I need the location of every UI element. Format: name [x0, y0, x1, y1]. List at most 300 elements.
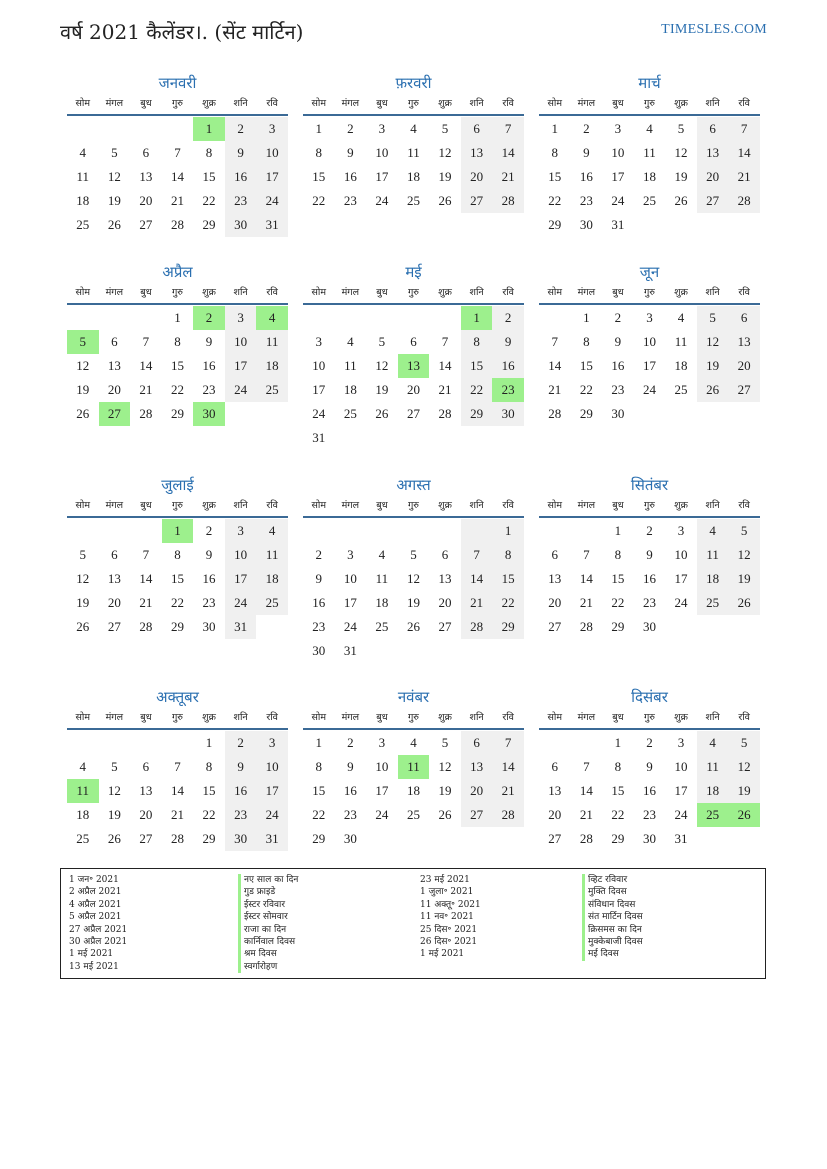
day-cell[interactable]: 5	[67, 330, 99, 354]
day-cell[interactable]: 28	[492, 803, 524, 827]
day-cell[interactable]: 22	[202, 193, 216, 208]
day-cell[interactable]: 24	[343, 619, 357, 634]
day-cell[interactable]: 27	[548, 831, 562, 846]
day-cell[interactable]: 7	[174, 759, 181, 774]
day-cell[interactable]: 11	[256, 543, 288, 567]
day-cell[interactable]: 17	[225, 567, 257, 591]
day-cell[interactable]: 31	[343, 643, 357, 658]
day-cell[interactable]: 8	[583, 334, 590, 349]
day-cell[interactable]: 31	[674, 831, 688, 846]
day-cell[interactable]: 4	[378, 547, 386, 562]
day-cell[interactable]: 12	[674, 145, 688, 160]
day-cell[interactable]: 21	[548, 382, 562, 397]
day-cell[interactable]: 5	[728, 731, 760, 755]
day-cell[interactable]: 24	[312, 406, 326, 421]
day-cell[interactable]: 18	[697, 779, 729, 803]
day-cell[interactable]: 16	[611, 358, 625, 373]
day-cell[interactable]: 12	[107, 783, 121, 798]
day-cell[interactable]: 8	[551, 145, 559, 160]
day-cell[interactable]: 28	[170, 831, 184, 846]
day-cell[interactable]: 4	[410, 735, 417, 750]
day-cell[interactable]: 4	[256, 519, 288, 543]
day-cell[interactable]: 26	[76, 619, 90, 634]
day-cell[interactable]: 30	[225, 213, 257, 237]
day-cell[interactable]: 26	[438, 807, 452, 822]
day-cell[interactable]: 13	[697, 141, 729, 165]
day-cell[interactable]: 18	[343, 382, 357, 397]
day-cell[interactable]: 22	[611, 595, 625, 610]
day-cell[interactable]: 7	[583, 759, 590, 774]
day-cell[interactable]: 16	[202, 571, 216, 586]
day-cell[interactable]: 10	[225, 543, 257, 567]
day-cell[interactable]: 3	[677, 735, 685, 750]
day-cell[interactable]: 30	[312, 643, 326, 658]
day-cell[interactable]: 15	[170, 358, 184, 373]
day-cell[interactable]: 5	[111, 145, 118, 160]
day-cell[interactable]: 25	[406, 193, 420, 208]
day-cell[interactable]: 4	[697, 731, 729, 755]
day-cell[interactable]: 7	[461, 543, 493, 567]
day-cell[interactable]: 12	[697, 330, 729, 354]
day-cell[interactable]: 15	[492, 567, 524, 591]
day-cell[interactable]: 19	[728, 779, 760, 803]
day-cell[interactable]: 16	[579, 169, 593, 184]
day-cell[interactable]: 4	[677, 310, 685, 325]
day-cell[interactable]: 6	[728, 306, 760, 330]
day-cell[interactable]: 8	[205, 145, 213, 160]
day-cell[interactable]: 14	[548, 358, 562, 373]
day-cell[interactable]: 12	[438, 759, 452, 774]
day-cell[interactable]: 24	[375, 193, 389, 208]
day-cell[interactable]: 24	[674, 595, 688, 610]
day-cell[interactable]: 3	[315, 334, 323, 349]
day-cell[interactable]: 29	[170, 619, 184, 634]
day-cell[interactable]: 24	[256, 803, 288, 827]
day-cell[interactable]: 11	[697, 755, 729, 779]
day-cell[interactable]: 20	[461, 165, 493, 189]
day-cell[interactable]: 5	[728, 519, 760, 543]
day-cell[interactable]: 14	[170, 783, 184, 798]
day-cell[interactable]: 26	[76, 406, 90, 421]
day-cell[interactable]: 3	[225, 306, 257, 330]
day-cell[interactable]: 7	[551, 334, 559, 349]
day-cell[interactable]: 3	[256, 117, 288, 141]
day-cell[interactable]: 11	[398, 755, 430, 779]
day-cell[interactable]: 16	[225, 779, 257, 803]
day-cell[interactable]: 15	[548, 169, 562, 184]
day-cell[interactable]: 3	[614, 121, 622, 136]
day-cell[interactable]: 17	[225, 354, 257, 378]
day-cell[interactable]: 2	[225, 117, 257, 141]
day-cell[interactable]: 17	[674, 571, 688, 586]
day-cell[interactable]: 20	[139, 193, 153, 208]
day-cell[interactable]: 3	[646, 310, 653, 325]
day-cell[interactable]: 1	[492, 519, 524, 543]
day-cell[interactable]: 19	[107, 193, 121, 208]
day-cell[interactable]: 13	[107, 571, 121, 586]
day-cell[interactable]: 21	[170, 807, 184, 822]
day-cell[interactable]: 23	[492, 378, 524, 402]
day-cell[interactable]: 1	[193, 117, 225, 141]
day-cell[interactable]: 16	[642, 571, 656, 586]
day-cell[interactable]: 25	[406, 807, 420, 822]
day-cell[interactable]: 12	[107, 169, 121, 184]
day-cell[interactable]: 28	[579, 831, 593, 846]
day-cell[interactable]: 1	[315, 735, 323, 750]
day-cell[interactable]: 10	[375, 759, 389, 774]
day-cell[interactable]: 18	[406, 783, 420, 798]
day-cell[interactable]: 2	[315, 547, 323, 562]
day-cell[interactable]: 12	[728, 755, 760, 779]
day-cell[interactable]: 11	[643, 145, 656, 160]
day-cell[interactable]: 16	[642, 783, 656, 798]
day-cell[interactable]: 7	[583, 547, 590, 562]
day-cell[interactable]: 19	[438, 169, 452, 184]
day-cell[interactable]: 19	[76, 595, 90, 610]
day-cell[interactable]: 29	[492, 615, 524, 639]
day-cell[interactable]: 5	[378, 334, 386, 349]
day-cell[interactable]: 17	[312, 382, 326, 397]
day-cell[interactable]: 18	[406, 169, 420, 184]
day-cell[interactable]: 7	[492, 731, 524, 755]
day-cell[interactable]: 20	[139, 807, 153, 822]
day-cell[interactable]: 1	[162, 519, 194, 543]
day-cell[interactable]: 1	[551, 121, 559, 136]
day-cell[interactable]: 12	[375, 358, 389, 373]
day-cell[interactable]: 28	[139, 406, 153, 421]
day-cell[interactable]: 28	[139, 619, 153, 634]
day-cell[interactable]: 9	[646, 547, 653, 562]
day-cell[interactable]: 17	[343, 595, 357, 610]
day-cell[interactable]: 18	[256, 567, 288, 591]
day-cell[interactable]: 10	[343, 571, 357, 586]
day-cell[interactable]: 25	[674, 382, 688, 397]
day-cell[interactable]: 4	[646, 121, 653, 136]
day-cell[interactable]: 9	[315, 571, 323, 586]
day-cell[interactable]: 25	[642, 193, 656, 208]
day-cell[interactable]: 22	[492, 591, 524, 615]
day-cell[interactable]: 23	[642, 807, 656, 822]
day-cell[interactable]: 9	[225, 755, 257, 779]
day-cell[interactable]: 12	[76, 358, 90, 373]
day-cell[interactable]: 11	[375, 571, 389, 586]
day-cell[interactable]: 27	[99, 402, 131, 426]
day-cell[interactable]: 23	[225, 189, 257, 213]
day-cell[interactable]: 17	[375, 783, 389, 798]
day-cell[interactable]: 6	[111, 334, 118, 349]
day-cell[interactable]: 3	[378, 735, 386, 750]
day-cell[interactable]: 31	[225, 615, 257, 639]
day-cell[interactable]: 8	[315, 759, 323, 774]
day-cell[interactable]: 29	[611, 619, 625, 634]
day-cell[interactable]: 2	[646, 523, 653, 538]
day-cell[interactable]: 23	[343, 193, 357, 208]
day-cell[interactable]: 8	[614, 547, 622, 562]
day-cell[interactable]: 9	[583, 145, 590, 160]
day-cell[interactable]: 28	[438, 406, 452, 421]
day-cell[interactable]: 9	[492, 330, 524, 354]
day-cell[interactable]: 2	[614, 310, 622, 325]
day-cell[interactable]: 30	[642, 619, 656, 634]
day-cell[interactable]: 23	[312, 619, 326, 634]
day-cell[interactable]: 29	[202, 217, 216, 232]
day-cell[interactable]: 24	[375, 807, 389, 822]
day-cell[interactable]: 10	[225, 330, 257, 354]
day-cell[interactable]: 20	[406, 382, 420, 397]
day-cell[interactable]: 17	[256, 165, 288, 189]
day-cell[interactable]: 11	[674, 334, 688, 349]
day-cell[interactable]: 14	[461, 567, 493, 591]
day-cell[interactable]: 9	[225, 141, 257, 165]
day-cell[interactable]: 10	[312, 358, 326, 373]
day-cell[interactable]: 21	[461, 591, 493, 615]
day-cell[interactable]: 13	[398, 354, 430, 378]
day-cell[interactable]: 30	[642, 831, 656, 846]
day-cell[interactable]: 27	[139, 831, 153, 846]
day-cell[interactable]: 21	[139, 595, 153, 610]
day-cell[interactable]: 1	[174, 310, 181, 325]
day-cell[interactable]: 27	[461, 189, 493, 213]
day-cell[interactable]: 14	[438, 358, 452, 373]
day-cell[interactable]: 22	[312, 193, 326, 208]
day-cell[interactable]: 11	[697, 543, 729, 567]
day-cell[interactable]: 19	[674, 169, 688, 184]
day-cell[interactable]: 29	[202, 831, 216, 846]
day-cell[interactable]: 2	[205, 523, 213, 538]
day-cell[interactable]: 3	[347, 547, 354, 562]
day-cell[interactable]: 14	[579, 783, 593, 798]
day-cell[interactable]: 18	[697, 567, 729, 591]
day-cell[interactable]: 25	[76, 831, 90, 846]
day-cell[interactable]: 20	[728, 354, 760, 378]
day-cell[interactable]: 10	[375, 145, 389, 160]
day-cell[interactable]: 8	[174, 547, 181, 562]
day-cell[interactable]: 6	[142, 759, 150, 774]
day-cell[interactable]: 29	[312, 831, 326, 846]
day-cell[interactable]: 21	[492, 779, 524, 803]
day-cell[interactable]: 13	[438, 571, 452, 586]
day-cell[interactable]: 23	[642, 595, 656, 610]
day-cell[interactable]: 10	[674, 759, 688, 774]
day-cell[interactable]: 12	[438, 145, 452, 160]
day-cell[interactable]: 26	[107, 217, 121, 232]
day-cell[interactable]: 26	[728, 591, 760, 615]
day-cell[interactable]: 19	[438, 783, 452, 798]
day-cell[interactable]: 8	[315, 145, 323, 160]
day-cell[interactable]: 14	[579, 571, 593, 586]
day-cell[interactable]: 2	[193, 306, 225, 330]
day-cell[interactable]: 18	[76, 193, 90, 208]
day-cell[interactable]: 30	[611, 406, 625, 421]
day-cell[interactable]: 5	[79, 547, 87, 562]
day-cell[interactable]: 16	[202, 358, 216, 373]
day-cell[interactable]: 13	[139, 783, 153, 798]
day-cell[interactable]: 21	[139, 382, 153, 397]
day-cell[interactable]: 21	[170, 193, 184, 208]
day-cell[interactable]: 21	[438, 382, 452, 397]
day-cell[interactable]: 20	[548, 595, 562, 610]
day-cell[interactable]: 29	[548, 217, 562, 232]
day-cell[interactable]: 31	[256, 827, 288, 851]
day-cell[interactable]: 14	[492, 141, 524, 165]
day-cell[interactable]: 4	[347, 334, 354, 349]
day-cell[interactable]: 30	[202, 619, 216, 634]
day-cell[interactable]: 6	[697, 117, 729, 141]
day-cell[interactable]: 29	[461, 402, 493, 426]
day-cell[interactable]: 6	[551, 759, 559, 774]
day-cell[interactable]: 24	[642, 382, 656, 397]
day-cell[interactable]: 25	[256, 378, 288, 402]
day-cell[interactable]: 27	[728, 378, 760, 402]
day-cell[interactable]: 17	[611, 169, 625, 184]
day-cell[interactable]: 13	[139, 169, 153, 184]
day-cell[interactable]: 25	[256, 591, 288, 615]
day-cell[interactable]: 1	[461, 306, 493, 330]
day-cell[interactable]: 19	[107, 807, 121, 822]
day-cell[interactable]: 15	[579, 358, 593, 373]
day-cell[interactable]: 6	[441, 547, 449, 562]
day-cell[interactable]: 12	[406, 571, 420, 586]
day-cell[interactable]: 26	[438, 193, 452, 208]
day-cell[interactable]: 4	[697, 519, 729, 543]
day-cell[interactable]: 13	[461, 755, 493, 779]
day-cell[interactable]: 7	[142, 547, 150, 562]
day-cell[interactable]: 16	[225, 165, 257, 189]
day-cell[interactable]: 10	[674, 547, 688, 562]
day-cell[interactable]: 22	[579, 382, 593, 397]
day-cell[interactable]: 16	[343, 783, 357, 798]
day-cell[interactable]: 26	[674, 193, 688, 208]
day-cell[interactable]: 24	[225, 591, 257, 615]
day-cell[interactable]: 23	[611, 382, 625, 397]
day-cell[interactable]: 21	[492, 165, 524, 189]
day-cell[interactable]: 15	[611, 783, 625, 798]
day-cell[interactable]: 14	[139, 571, 153, 586]
day-cell[interactable]: 26	[375, 406, 389, 421]
day-cell[interactable]: 19	[728, 567, 760, 591]
day-cell[interactable]: 17	[375, 169, 389, 184]
day-cell[interactable]: 4	[79, 759, 87, 774]
day-cell[interactable]: 26	[406, 619, 420, 634]
day-cell[interactable]: 1	[614, 735, 622, 750]
day-cell[interactable]: 20	[107, 595, 121, 610]
day-cell[interactable]: 2	[492, 306, 524, 330]
day-cell[interactable]: 24	[256, 189, 288, 213]
day-cell[interactable]: 31	[256, 213, 288, 237]
day-cell[interactable]: 6	[111, 547, 118, 562]
day-cell[interactable]: 14	[170, 169, 184, 184]
day-cell[interactable]: 6	[142, 145, 150, 160]
day-cell[interactable]: 14	[728, 141, 760, 165]
day-cell[interactable]: 25	[697, 591, 729, 615]
day-cell[interactable]: 5	[441, 121, 449, 136]
day-cell[interactable]: 30	[579, 217, 593, 232]
day-cell[interactable]: 5	[410, 547, 417, 562]
day-cell[interactable]: 7	[142, 334, 150, 349]
day-cell[interactable]: 25	[697, 803, 729, 827]
day-cell[interactable]: 15	[611, 571, 625, 586]
day-cell[interactable]: 23	[579, 193, 593, 208]
day-cell[interactable]: 22	[170, 382, 184, 397]
day-cell[interactable]: 4	[79, 145, 87, 160]
day-cell[interactable]: 30	[225, 827, 257, 851]
day-cell[interactable]: 29	[579, 406, 593, 421]
day-cell[interactable]: 28	[728, 189, 760, 213]
day-cell[interactable]: 17	[642, 358, 656, 373]
day-cell[interactable]: 6	[551, 547, 559, 562]
day-cell[interactable]: 2	[225, 731, 257, 755]
day-cell[interactable]: 23	[202, 382, 216, 397]
day-cell[interactable]: 9	[347, 145, 354, 160]
day-cell[interactable]: 20	[438, 595, 452, 610]
day-cell[interactable]: 2	[646, 735, 653, 750]
day-cell[interactable]: 25	[375, 619, 389, 634]
day-cell[interactable]: 29	[611, 831, 625, 846]
day-cell[interactable]: 27	[406, 406, 420, 421]
day-cell[interactable]: 23	[202, 595, 216, 610]
day-cell[interactable]: 22	[170, 595, 184, 610]
day-cell[interactable]: 20	[107, 382, 121, 397]
day-cell[interactable]: 10	[256, 141, 288, 165]
day-cell[interactable]: 18	[642, 169, 656, 184]
day-cell[interactable]: 6	[410, 334, 417, 349]
day-cell[interactable]: 20	[548, 807, 562, 822]
day-cell[interactable]: 26	[697, 378, 729, 402]
day-cell[interactable]: 13	[548, 783, 562, 798]
day-cell[interactable]: 6	[461, 731, 493, 755]
day-cell[interactable]: 9	[347, 759, 354, 774]
day-cell[interactable]: 27	[461, 803, 493, 827]
day-cell[interactable]: 2	[583, 121, 590, 136]
day-cell[interactable]: 29	[170, 406, 184, 421]
day-cell[interactable]: 2	[347, 121, 354, 136]
day-cell[interactable]: 21	[579, 595, 593, 610]
day-cell[interactable]: 7	[441, 334, 449, 349]
day-cell[interactable]: 22	[202, 807, 216, 822]
day-cell[interactable]: 21	[579, 807, 593, 822]
day-cell[interactable]: 11	[407, 145, 420, 160]
day-cell[interactable]: 6	[461, 117, 493, 141]
day-cell[interactable]: 28	[492, 189, 524, 213]
day-cell[interactable]: 21	[728, 165, 760, 189]
day-cell[interactable]: 19	[375, 382, 389, 397]
day-cell[interactable]: 1	[583, 310, 590, 325]
day-cell[interactable]: 3	[677, 523, 685, 538]
day-cell[interactable]: 10	[642, 334, 656, 349]
day-cell[interactable]: 12	[76, 571, 90, 586]
day-cell[interactable]: 27	[548, 619, 562, 634]
day-cell[interactable]: 19	[76, 382, 90, 397]
day-cell[interactable]: 3	[378, 121, 386, 136]
day-cell[interactable]: 8	[614, 759, 622, 774]
day-cell[interactable]: 23	[225, 803, 257, 827]
day-cell[interactable]: 1	[205, 735, 213, 750]
day-cell[interactable]: 14	[492, 755, 524, 779]
day-cell[interactable]: 5	[697, 306, 729, 330]
day-cell[interactable]: 5	[441, 735, 449, 750]
day-cell[interactable]: 11	[344, 358, 357, 373]
day-cell[interactable]: 8	[205, 759, 213, 774]
day-cell[interactable]: 17	[674, 783, 688, 798]
day-cell[interactable]: 8	[461, 330, 493, 354]
day-cell[interactable]: 19	[697, 354, 729, 378]
day-cell[interactable]: 2	[347, 735, 354, 750]
day-cell[interactable]: 7	[174, 145, 181, 160]
day-cell[interactable]: 3	[256, 731, 288, 755]
day-cell[interactable]: 26	[728, 803, 760, 827]
day-cell[interactable]: 10	[611, 145, 625, 160]
day-cell[interactable]: 22	[611, 807, 625, 822]
